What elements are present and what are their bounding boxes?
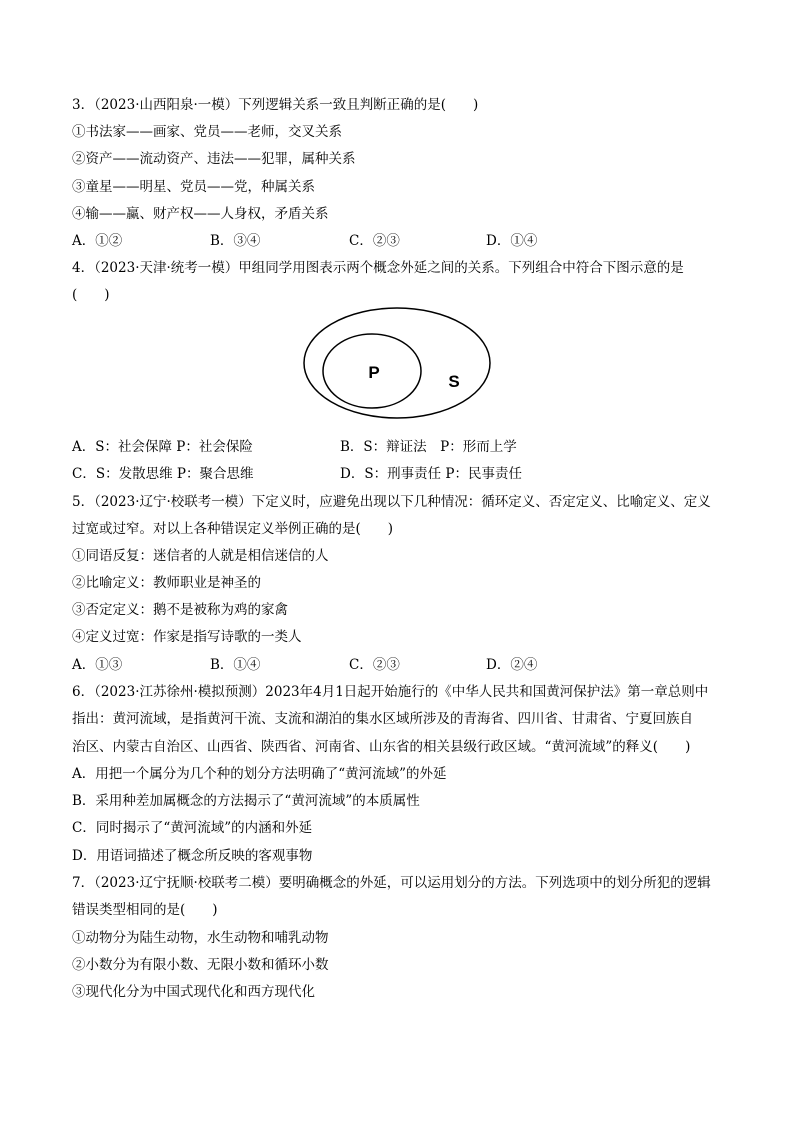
q5-item-4: ④定义过宽：作家是指写诗歌的一类人 (72, 629, 302, 645)
q5-option-d[interactable]: D．②④ (486, 657, 538, 673)
q4-option-a[interactable]: A．S：社会保障 P：社会保险 (72, 439, 253, 455)
q5-item-3: ③否定定义：鹅不是被称为鸡的家禽 (72, 602, 288, 618)
q7-item-3: ③现代化分为中国式现代化和西方现代化 (72, 984, 315, 1000)
q3-option-d[interactable]: D．①④ (486, 233, 538, 249)
q6-option-d[interactable]: D．用语词描述了概念所反映的客观事物 (72, 848, 313, 864)
q3-stem: 3．（2023·山西阳泉·一模）下列逻辑关系一致且判断正确的是( ) (72, 97, 479, 113)
q4-stem: 4．（2023·天津·统考一模）甲组同学用图表示两个概念外延之间的关系。下列组合中符合下图示意的是 (72, 260, 684, 276)
q3-item-3: ③童星——明星、党员——党，种属关系 (72, 179, 315, 195)
q3-option-a[interactable]: A．①② (72, 233, 123, 249)
q3-item-4: ④输——赢、财产权——人身权，矛盾关系 (72, 206, 329, 222)
q5-option-b[interactable]: B．①④ (210, 657, 261, 673)
q5-option-a[interactable]: A．①③ (72, 657, 123, 673)
q5-stem-cont: 过宽或过窄。对以上各种错误定义举例正确的是( ) (72, 521, 394, 537)
q7-stem: 7．（2023·辽宁抚顺·校联考二模）要明确概念的外延，可以运用划分的方法。下列选项中的划分所犯的逻辑 (72, 875, 711, 891)
q6-option-c[interactable]: C．同时揭示了“黄河流域”的内涵和外延 (72, 820, 313, 836)
q6-stem-line-1: 6．（2023·江苏徐州·模拟预测）2023年4月1日起开始施行的《中华人民共和国黄河保护法》第一章总则中 (72, 684, 709, 700)
q3-item-1: ①书法家——画家、党员——老师，交叉关系 (72, 124, 342, 140)
q6-stem-line-2: 指出：黄河流域，是指黄河干流、支流和湖泊的集水区域所涉及的青海省、四川省、甘肃省、宁夏回族自 (72, 711, 693, 727)
q5-item-2: ②比喻定义：教师职业是神圣的 (72, 575, 261, 591)
q7-item-1: ①动物分为陆生动物，水生动物和哺乳动物 (72, 930, 329, 946)
q6-option-a[interactable]: A．用把一个属分为几个种的划分方法明确了“黄河流域”的外延 (72, 766, 447, 782)
q5-stem: 5．（2023·辽宁·校联考一模）下定义时，应避免出现以下几种情况：循环定义、否定定义、比喻定义、定义 (72, 494, 711, 510)
q4-option-b[interactable]: B．S：辩证法 P：形而上学 (340, 439, 517, 455)
q7-item-2: ②小数分为有限小数、无限小数和循环小数 (72, 957, 329, 973)
q4-option-d[interactable]: D．S：刑事责任 P：民事责任 (340, 466, 522, 482)
q6-stem-line-3: 治区、内蒙古自治区、山西省、陕西省、河南省、山东省的相关县级行政区域。“黄河流域”的释义( ) (72, 739, 691, 755)
q4-stem-cont: ( ) (72, 287, 110, 303)
q7-stem-cont: 错误类型相同的是( ) (72, 902, 218, 918)
q3-option-c[interactable]: C．②③ (349, 233, 400, 249)
label-s: S (448, 372, 460, 391)
q5-option-c[interactable]: C．②③ (349, 657, 400, 673)
q6-option-b[interactable]: B．采用种差加属概念的方法揭示了“黄河流域”的本质属性 (72, 793, 420, 809)
venn-diagram (300, 305, 495, 421)
q4-option-c[interactable]: C．S：发散思维 P：聚合思维 (72, 466, 254, 482)
outer-ellipse-s (304, 308, 490, 418)
label-p: P (368, 363, 380, 382)
q5-item-1: ①同语反复：迷信者的人就是相信迷信的人 (72, 548, 329, 564)
q3-item-2: ②资产——流动资产、违法——犯罪，属种关系 (72, 151, 356, 167)
q3-option-b[interactable]: B．③④ (210, 233, 261, 249)
